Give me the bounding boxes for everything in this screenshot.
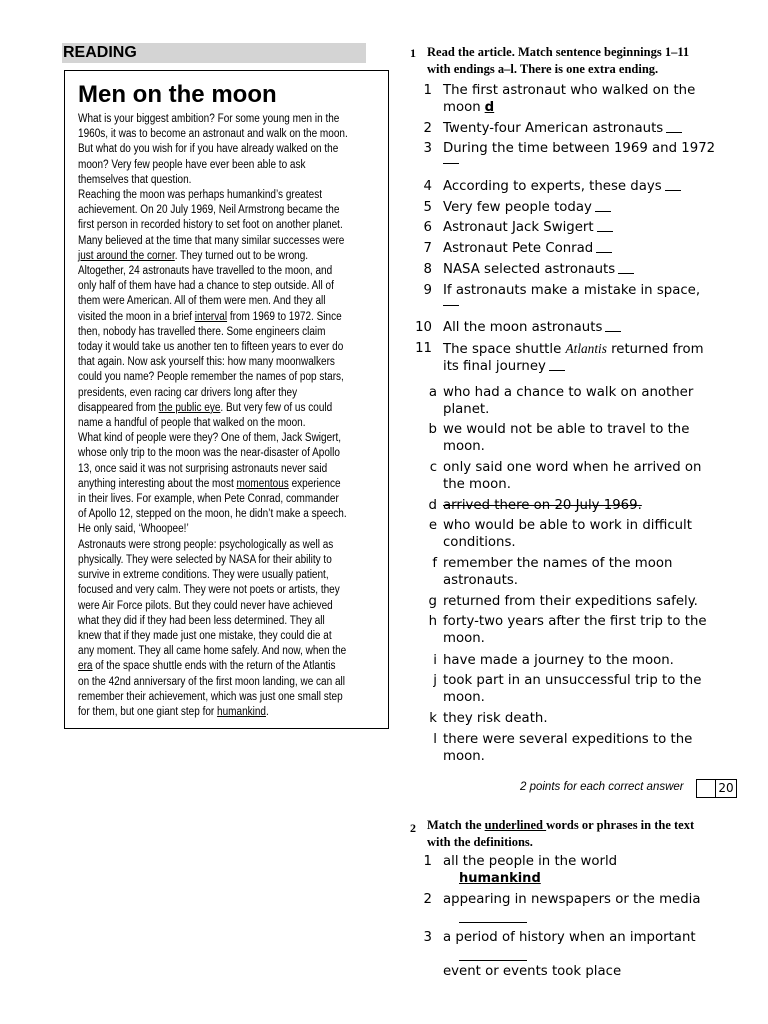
ending-text-line: only said one word when he arrived on — [443, 460, 702, 475]
exercise2-instruction-a: Match the — [427, 818, 485, 832]
article-text: knew that if they made just one mistake, they could die at — [78, 629, 332, 642]
points-text: 2 points for each correct answer — [520, 781, 684, 793]
exercise2-instruction-underlined: underlined — [484, 818, 547, 832]
article-line — [78, 386, 342, 401]
underlined-word: interval — [194, 310, 228, 323]
article-text: today it would take us another ten to fifteen years to ever do — [78, 341, 344, 354]
ending-text-line: remember the names of the moon — [443, 556, 673, 571]
article-line — [78, 583, 342, 598]
article-text: first person in recorded history to set foot on another planet. — [78, 219, 343, 232]
item-number: 4 — [423, 179, 432, 194]
article-text: He only said, ‘Whoopee!’ — [78, 523, 189, 536]
article-line — [78, 355, 342, 370]
answer-example: humankind — [459, 871, 541, 886]
exercise2-instruction — [427, 817, 694, 851]
ending-text-line: who had a chance to walk on another — [443, 385, 694, 400]
item-text — [443, 178, 733, 195]
ending-letter: l — [433, 732, 437, 747]
article-line — [78, 340, 342, 355]
ending-text — [443, 613, 733, 647]
article-text: what they did if they had been less determined. They all — [78, 614, 325, 627]
exercise2-instruction-line2: with the definitions. — [427, 835, 533, 849]
item-text-part: According to experts, these days — [443, 179, 662, 194]
underlined-word: humankind — [217, 705, 267, 718]
article-line — [78, 112, 342, 127]
item-number: 6 — [423, 220, 432, 235]
item-text — [443, 319, 733, 336]
ending-text-line: conditions. — [443, 535, 516, 550]
article-text: name a handful of people that walked on the moon. — [78, 417, 306, 430]
article-text: disappeared from — [78, 401, 159, 414]
article-line — [78, 416, 342, 431]
ending-letter: g — [428, 594, 437, 609]
article-text: on the 42nd anniversary of the first moon landing, we can all — [78, 675, 345, 688]
ending-text-line: returned from their expeditions safely. — [443, 594, 698, 609]
item-text-part: Astronaut Pete Conrad — [443, 241, 594, 256]
article-text: Altogether, 24 astronauts have travelled to the moon, and — [78, 265, 333, 278]
article-line — [78, 614, 342, 629]
item-text-part: The space shuttle — [443, 342, 566, 357]
answer-blank[interactable] — [605, 319, 621, 332]
article-text: were Air Force pilots. But they could never have achieved — [78, 599, 333, 612]
article-line — [78, 203, 342, 218]
underlined-word: momentous — [236, 477, 289, 490]
article-line — [78, 477, 342, 492]
article-text: in their lives. For example, when Pete Conrad, commander — [78, 493, 339, 506]
exercise1-instruction-line2: with endings a–l. There is one extra ending. — [427, 62, 659, 76]
article-text: any moment. They all came home safely. And now, when the — [78, 645, 347, 658]
ending-letter: i — [433, 653, 437, 668]
item-number: 3 — [423, 930, 432, 945]
article-text: . They turned out to be wrong. — [174, 249, 309, 262]
item-number: 7 — [423, 241, 432, 256]
score-box[interactable] — [696, 779, 716, 798]
item-text — [443, 340, 733, 375]
article-line — [78, 188, 342, 203]
ending-letter: d — [428, 498, 437, 513]
example-answer: d — [484, 100, 495, 115]
exercise1-instruction — [427, 44, 689, 78]
underlined-word: just around the corner — [78, 249, 175, 262]
answer-blank[interactable] — [597, 219, 613, 232]
article-text: focused and very calm. They were not poets or artists, they — [78, 584, 340, 597]
item-number: 10 — [415, 320, 432, 335]
item-text-part: Very few people today — [443, 200, 592, 215]
article-line — [78, 142, 342, 157]
answer-blank[interactable] — [595, 199, 611, 212]
item-text-part: Twenty-four American astronauts — [443, 121, 664, 136]
article-line — [78, 644, 347, 659]
item-text — [443, 261, 733, 278]
ending-text-line: the moon. — [443, 477, 511, 492]
item-text: all the people in the world — [443, 854, 618, 869]
ending-text — [443, 459, 733, 493]
article-text: achievement. On 20 July 1969, Neil Armstrong became the — [78, 204, 340, 217]
ending-text — [443, 497, 733, 514]
article-line — [78, 522, 342, 537]
exercise2-instruction-b: words or phrases in the text — [546, 818, 695, 832]
ending-text-line: we would not be able to travel to the — [443, 422, 690, 437]
article-text: physically. They were selected by NASA for their ability to — [78, 553, 332, 566]
underlined-word: era — [78, 660, 93, 673]
item-text-part: During the time between 1969 and 1972 — [443, 141, 716, 156]
ending-letter: a — [428, 385, 437, 400]
ending-text — [443, 384, 733, 418]
item-text-part: moon — [443, 100, 481, 115]
article-text: moon? Very few people have ever been able to ask — [78, 158, 306, 171]
item-text-part: returned from — [606, 342, 704, 357]
article-text: But what do you wish for if you have already walked on the — [78, 143, 339, 156]
ending-text-line: have made a journey to the moon. — [443, 653, 674, 668]
article-text: . But very few of us could — [220, 401, 333, 414]
ending-text-line: they risk death. — [443, 711, 548, 726]
article-text: them were American. All of them were men. And they all — [78, 295, 326, 308]
article-text: . — [266, 705, 269, 718]
article-line — [78, 127, 348, 142]
article-text: whose only trip to the moon was the near-disaster of Apollo — [78, 447, 340, 460]
article-line — [78, 310, 342, 325]
section-title: READING — [62, 43, 366, 63]
article-text: that again. Now ask yourself this: how many moonwalkers — [78, 356, 335, 369]
article-line — [78, 675, 345, 690]
exercise1-instruction-line1: Read the article. Match sentence beginnings 1–11 — [427, 45, 690, 59]
item-text — [443, 199, 733, 216]
article-title: Men on the moon — [78, 81, 277, 108]
item-number: 8 — [423, 262, 432, 277]
ending-letter: c — [429, 460, 437, 475]
points-total: 20 — [715, 779, 737, 798]
item-text-part: Astronaut Jack Swigert — [443, 220, 594, 235]
article-text: only half of them have had a chance to step outside. All of — [78, 280, 334, 293]
article-line — [78, 249, 342, 264]
article-text: 1960s, it was to become an astronaut and walk on the moon. — [78, 128, 348, 141]
item-number: 1 — [423, 83, 432, 98]
article-line — [78, 492, 342, 507]
answer-blank[interactable] — [443, 157, 459, 164]
ending-text — [443, 672, 733, 706]
article-line — [78, 264, 342, 279]
ending-text-line: moon. — [443, 749, 485, 764]
article-line — [78, 553, 342, 568]
ending-letter: j — [433, 673, 437, 688]
shuttle-name: Atlantis — [565, 341, 607, 356]
ending-text-line: took part in an unsuccessful trip to the — [443, 673, 702, 688]
article-line — [78, 158, 342, 173]
item-text-part: The first astronaut who walked on the — [443, 83, 696, 98]
article-line — [78, 325, 342, 340]
article-text: of the space shuttle ends with the return of the Atlantis — [92, 660, 336, 673]
article-line — [78, 294, 342, 309]
article-line — [78, 599, 342, 614]
item-text — [443, 219, 733, 236]
article-text: themselves that question. — [78, 173, 192, 186]
item-text — [443, 140, 733, 164]
item-number: 1 — [423, 854, 432, 869]
ending-text-line: forty-two years after the first trip to the — [443, 614, 707, 629]
item-number: 5 — [423, 200, 432, 215]
article-text: of Apollo 12, stepped on the moon, he didn’t make a speech. — [78, 508, 347, 521]
ending-text-line: there were several expeditions to the — [443, 732, 693, 747]
article-text: could you name? People remember the names of pop stars, — [78, 371, 344, 384]
item-number: 3 — [423, 141, 432, 156]
item-text: a period of history when an important — [443, 930, 696, 945]
article-line — [78, 659, 342, 674]
answer-blank[interactable] — [459, 922, 527, 923]
item-number: 11 — [415, 341, 432, 356]
item-text: event or events took place — [443, 964, 622, 979]
article-text: Many believed at the time that many similar successes were — [78, 234, 345, 247]
ending-text-line: planet. — [443, 402, 490, 417]
article-line — [78, 370, 342, 385]
ending-text-line: moon. — [443, 690, 485, 705]
item-number: 2 — [423, 892, 432, 907]
article-body — [78, 112, 348, 720]
item-text — [443, 120, 733, 137]
ending-letter: h — [428, 614, 437, 629]
article-text: then, nobody has travelled there. Some engineers claim — [78, 325, 326, 338]
article-line — [78, 218, 342, 233]
answer-blank[interactable] — [665, 178, 681, 191]
article-text: remember their achievement, which was just one small step — [78, 690, 343, 703]
ending-text-line: astronauts. — [443, 573, 518, 588]
item-number: 9 — [423, 283, 432, 298]
article-box — [64, 70, 389, 729]
ending-letter: k — [429, 711, 437, 726]
answer-blank[interactable] — [596, 240, 612, 253]
ending-text — [443, 593, 733, 610]
article-line — [78, 462, 342, 477]
article-line — [78, 629, 342, 644]
ending-text — [443, 731, 733, 765]
article-text: Reaching the moon was perhaps humankind’s greatest — [78, 189, 322, 202]
article-line — [78, 705, 342, 720]
article-line — [78, 401, 342, 416]
article-text: survive in extreme conditions. They were usually patient, — [78, 569, 329, 582]
article-line — [78, 538, 342, 553]
answer-blank[interactable] — [618, 261, 634, 274]
ending-letter: b — [428, 422, 437, 437]
item-text-part: its final journey — [443, 359, 546, 374]
ending-text — [443, 421, 733, 455]
item-text — [443, 240, 733, 257]
article-text: experience — [288, 477, 341, 490]
exercise2-item-continued — [443, 963, 621, 980]
answer-blank[interactable] — [459, 960, 527, 961]
answer-blank[interactable] — [666, 120, 682, 133]
article-line — [78, 234, 345, 249]
article-line — [78, 507, 347, 522]
article-text: anything interesting about the most — [78, 477, 237, 490]
exercise1-number: 1 — [410, 46, 416, 60]
ending-text-line: moon. — [443, 631, 485, 646]
answer-blank[interactable] — [549, 358, 565, 371]
article-text: visited the moon in a brief — [78, 310, 195, 323]
article-text: from 1969 to 1972. Since — [227, 310, 342, 323]
article-line — [78, 568, 342, 583]
article-text: What is your biggest ambition? For some young men in the — [78, 113, 340, 125]
item-text-part: All the moon astronauts — [443, 320, 603, 335]
item-text-part: NASA selected astronauts — [443, 262, 616, 277]
article-text: Astronauts were strong people: psychologically as well as — [78, 538, 334, 551]
ending-text-line: who would be able to work in difficult — [443, 518, 692, 533]
exercise2-number: 2 — [410, 821, 416, 835]
item-text — [443, 282, 733, 306]
item-number: 2 — [423, 121, 432, 136]
article-line — [78, 431, 342, 446]
ending-text-line: arrived there on 20 July 1969. — [443, 498, 642, 513]
article-line — [78, 173, 342, 188]
article-line — [78, 690, 342, 705]
underlined-word: the public eye — [158, 401, 221, 414]
ending-text-line: moon. — [443, 439, 485, 454]
ending-text — [443, 555, 733, 589]
ending-text — [443, 710, 733, 727]
article-line — [78, 446, 342, 461]
article-line — [78, 279, 342, 294]
article-text: for them, but one giant step for — [78, 705, 218, 718]
answer-blank[interactable] — [443, 299, 459, 306]
ending-text — [443, 517, 733, 551]
item-text — [443, 82, 733, 116]
article-text: 13, once said it was not surprising astronauts never said — [78, 462, 328, 475]
article-text: presidents, even racing car drivers long after they — [78, 386, 298, 399]
article-text: What kind of people were they? One of them, Jack Swigert, — [78, 432, 342, 445]
item-text: appearing in newspapers or the media — [443, 892, 701, 907]
item-text-part: If astronauts make a mistake in space, — [443, 283, 701, 298]
ending-text — [443, 652, 733, 669]
ending-letter: f — [432, 556, 437, 571]
ending-letter: e — [428, 518, 437, 533]
